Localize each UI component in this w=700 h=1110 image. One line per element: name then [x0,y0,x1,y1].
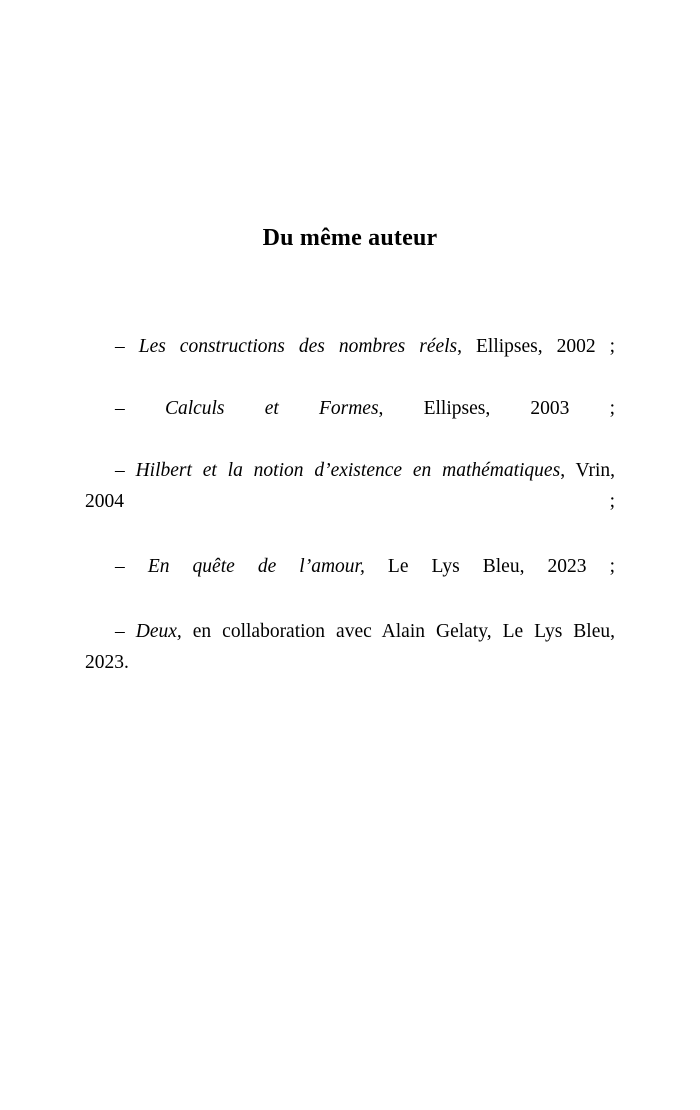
list-item-details: en collaboration avec Alain Gelaty, Le Lys Bleu, 2023. [85,621,615,673]
list-item [85,551,615,613]
list-item-dash: – [115,460,136,481]
list-item-details: , Vrin, 2004 ; [85,460,615,512]
page-title: Du même auteur [262,225,438,251]
list-item [85,616,615,709]
bibliography-list [85,331,615,709]
list-item [85,331,615,393]
list-item-dash: – [115,621,136,642]
list-item-dash: – [115,336,139,357]
list-item-title: Calculs et Formes [164,398,379,419]
list-item-details: , Ellipses, 2002 ; [457,336,616,357]
list-item [85,455,615,548]
list-item-title: Les constructions des nombres réels [138,336,458,357]
list-item-title: Hilbert et la notion d’existence en mathématiques [135,460,561,481]
list-item-details: , Ellipses, 2003 ; [378,398,616,419]
list-item-details: Le Lys Bleu, 2023 ; [364,556,616,577]
list-item-title: Deux, [135,621,182,642]
list-item [85,393,615,455]
list-item-dash: – [115,398,165,419]
list-item-dash: – [115,556,148,577]
list-item-title: En quête de l’amour, [147,556,365,577]
